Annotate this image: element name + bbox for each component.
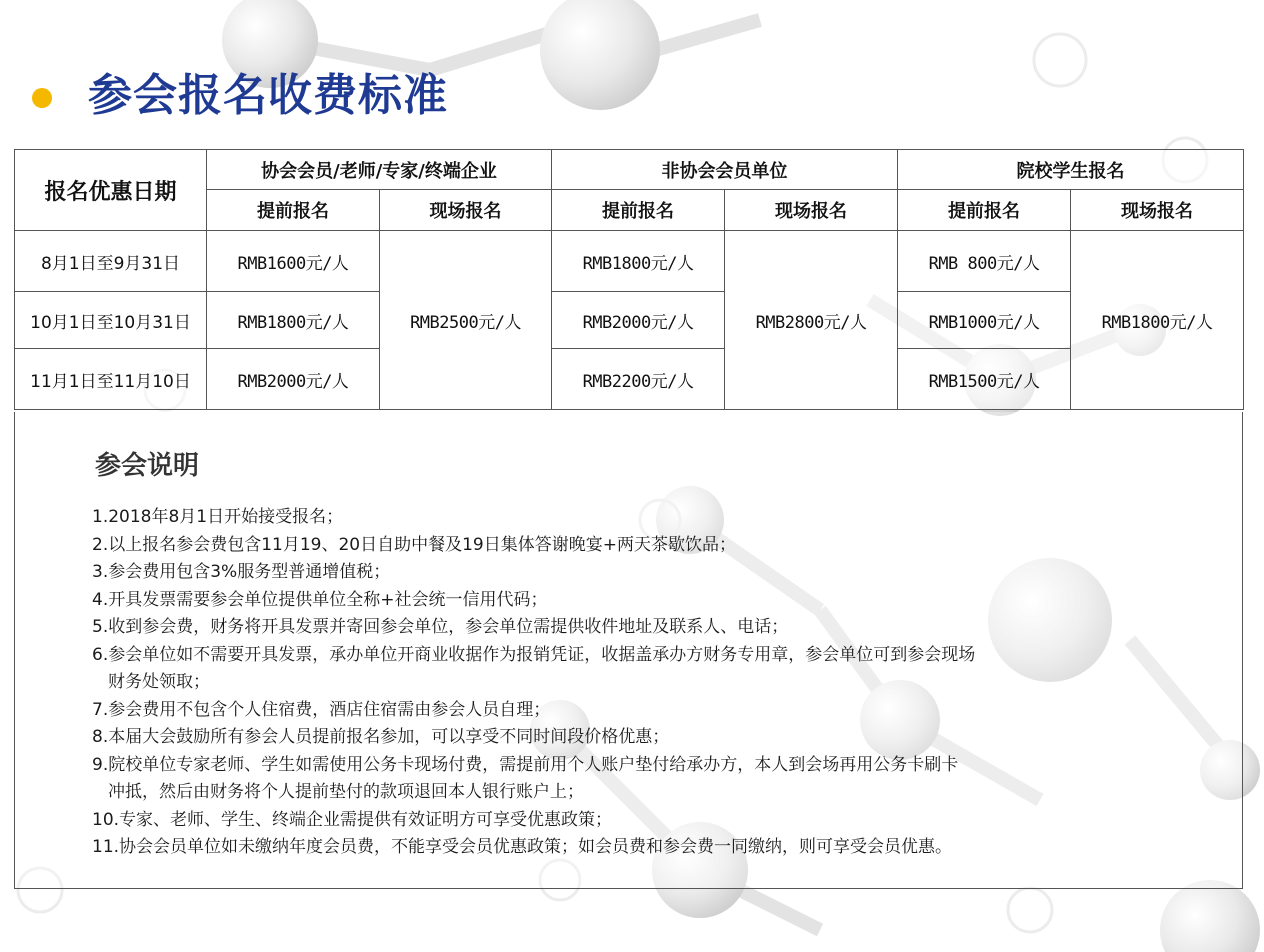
list-item: 10.专家、老师、学生、终端企业需提供有效证明方可享受优惠政策； [92, 809, 613, 830]
group-header-member: 协会会员/老师/专家/终端企业 [207, 150, 552, 190]
subheader-student-onsite: 现场报名 [1071, 190, 1244, 231]
subheader-member-onsite: 现场报名 [380, 190, 552, 231]
date-column-header: 报名优惠日期 [15, 150, 207, 231]
price-cell-nonmember-onsite: RMB2800元/人 [725, 231, 898, 410]
group-header-student: 院校学生报名 [898, 150, 1244, 190]
price-cell-student-early: RMB1500元/人 [898, 349, 1071, 410]
price-cell-member-onsite: RMB2500元/人 [380, 231, 552, 410]
price-cell-nonmember-early: RMB2200元/人 [552, 349, 725, 410]
list-item-continuation: 冲抵，然后由财务将个人提前垫付的款项退回本人银行账户上； [108, 782, 584, 802]
subheader-nonmember-onsite: 现场报名 [725, 190, 898, 231]
notes-section [14, 412, 1243, 889]
table-row [15, 349, 1244, 410]
date-cell: 8月1日至9月31日 [15, 231, 207, 292]
list-item: 4.开具发票需要参会单位提供单位全称+社会统一信用代码； [92, 589, 548, 610]
price-cell-student-early: RMB 800元/人 [898, 231, 1071, 292]
price-cell-student-early: RMB1000元/人 [898, 292, 1071, 349]
price-cell-member-early: RMB2000元/人 [207, 349, 380, 410]
list-item: 2.以上报名参会费包含11月19、20日自助中餐及19日集体答谢晚宴+两天茶歇饮品； [92, 534, 736, 555]
price-cell-member-early: RMB1600元/人 [207, 231, 380, 292]
price-cell-member-early: RMB1800元/人 [207, 292, 380, 349]
list-item: 1.2018年8月1日开始接受报名； [92, 507, 344, 527]
date-cell: 11月1日至11月10日 [15, 349, 207, 410]
title-bullet-icon [32, 88, 52, 108]
list-item-continuation: 财务处领取； [108, 672, 210, 692]
list-item: 3.参会费用包含3%服务型普通增值税； [92, 562, 391, 582]
price-cell-nonmember-early: RMB2000元/人 [552, 292, 725, 349]
notes-list [92, 504, 975, 862]
list-item: 5.收到参会费，财务将开具发票并寄回参会单位，参会单位需提供收件地址及联系人、电话； [92, 617, 789, 637]
list-item: 6.参会单位如不需要开具发票，承办单位开商业收据作为报销凭证，收据盖承办方财务专用章，参会单位可到参会现场 [92, 644, 976, 665]
date-cell: 10月1日至10月31日 [15, 292, 207, 349]
price-cell-student-onsite: RMB1800元/人 [1071, 231, 1244, 410]
subheader-student-early: 提前报名 [898, 190, 1071, 231]
list-item: 11.协会会员单位如未缴纳年度会员费，不能享受会员优惠政策；如会员费和参会费一同缴纳，则可享受会员优惠。 [92, 837, 953, 857]
group-header-nonmember: 非协会会员单位 [552, 150, 898, 190]
table-header-row [15, 150, 1244, 190]
table-row [15, 292, 1244, 349]
subheader-member-early: 提前报名 [207, 190, 380, 231]
price-cell-nonmember-early: RMB1800元/人 [552, 231, 725, 292]
subheader-nonmember-early: 提前报名 [552, 190, 725, 231]
fee-table [14, 149, 1244, 410]
notes-title: 参会说明 [95, 451, 200, 481]
list-item: 9.院校单位专家老师、学生如需使用公务卡现场付费，需提前用个人账户垫付给承办方，本人到会场再用公务卡刷卡 [92, 754, 959, 775]
list-item: 7.参会费用不包含个人住宿费，酒店住宿需由参会人员自理； [92, 699, 551, 720]
list-item: 8.本届大会鼓励所有参会人员提前报名参加，可以享受不同时间段价格优惠； [92, 727, 670, 747]
table-row [15, 231, 1244, 292]
page-title: 参会报名收费标准 [88, 70, 448, 121]
